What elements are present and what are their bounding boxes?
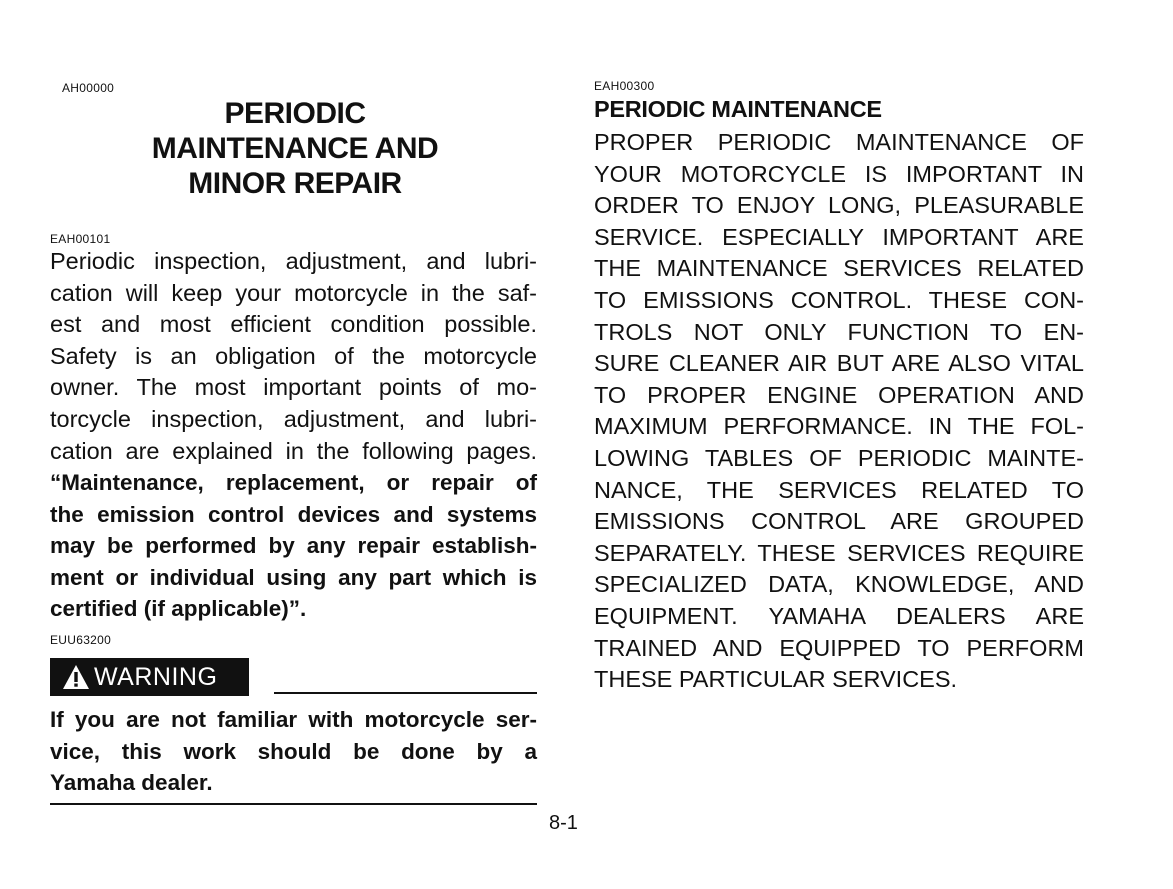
paragraph-line: SPECIALIZED DATA, KNOWLEDGE, AND: [594, 571, 1084, 598]
paragraph-line: SURE CLEANER AIR BUT ARE ALSO VITAL: [594, 350, 1084, 377]
paragraph-line: cation will keep your motorcycle in the saf-: [50, 279, 537, 306]
warning-line: vice, this work should be done by a: [50, 738, 537, 764]
paragraph-line: EQUIPMENT. YAMAHA DEALERS ARE: [594, 602, 1084, 629]
paragraph-line: ORDER TO ENJOY LONG, PLEASURABLE: [594, 192, 1084, 219]
notice-line: the emission control devices and systems: [50, 501, 537, 527]
paragraph-line: est and most efficient condition possible.: [50, 311, 537, 338]
warning-code: EUU63200: [50, 633, 112, 647]
warning-rule: [274, 692, 537, 694]
page-number: 8-1: [549, 812, 578, 834]
maintenance-paragraph: [594, 127, 1084, 696]
paragraph-line: TO EMISSIONS CONTROL. THESE CON-: [594, 286, 1084, 313]
paragraph-line: cation are explained in the following pages.: [50, 437, 537, 464]
warning-triangle-icon: [62, 664, 90, 690]
paragraph-line: EMISSIONS CONTROL ARE GROUPED: [594, 508, 1084, 535]
paragraph-line: TO PROPER ENGINE OPERATION AND: [594, 381, 1084, 408]
paragraph-line: SERVICE. ESPECIALLY IMPORTANT ARE: [594, 223, 1084, 250]
paragraph-line: LOWING TABLES OF PERIODIC MAINTE-: [594, 444, 1084, 471]
paragraph-line: SEPARATELY. THESE SERVICES REQUIRE: [594, 539, 1084, 566]
title-line: MINOR REPAIR: [188, 167, 402, 200]
section-code-left: AH00000: [62, 81, 115, 95]
paragraph-line: TRAINED AND EQUIPPED TO PERFORM: [594, 634, 1084, 661]
paragraph-line: TROLS NOT ONLY FUNCTION TO EN-: [594, 318, 1084, 345]
paragraph-line: Safety is an obligation of the motorcycle: [50, 342, 537, 369]
paragraph-line: THE MAINTENANCE SERVICES RELATED: [594, 255, 1084, 282]
emission-notice: [50, 467, 537, 625]
paragraph-line: THESE PARTICULAR SERVICES.: [594, 666, 958, 693]
page-title: [95, 96, 495, 201]
section-code-right: EAH00300: [594, 79, 655, 93]
paragraph-code: EAH00101: [50, 232, 111, 246]
title-line: PERIODIC: [224, 97, 366, 130]
paragraph-line: NANCE, THE SERVICES RELATED TO: [594, 476, 1084, 503]
warning-line: If you are not familiar with motorcycle ser-: [50, 707, 537, 732]
paragraph-line: torcycle inspection, adjustment, and lubri-: [50, 405, 537, 432]
section-heading: PERIODIC MAINTENANCE: [594, 96, 882, 122]
title-line: MAINTENANCE AND: [151, 132, 439, 165]
intro-paragraph: [50, 246, 537, 467]
warning-bottom-rule: [50, 803, 537, 805]
paragraph-line: MAXIMUM PERFORMANCE. IN THE FOL-: [594, 413, 1084, 440]
warning-badge: [50, 658, 249, 696]
paragraph-line: owner. The most important points of mo-: [50, 374, 537, 401]
warning-line: Yamaha dealer.: [50, 770, 213, 796]
notice-line: ment or individual using any part which is: [50, 564, 537, 590]
paragraph-line: Periodic inspection, adjustment, and lubri-: [50, 248, 537, 274]
warning-label: WARNING: [94, 662, 218, 691]
paragraph-line: PROPER PERIODIC MAINTENANCE OF: [594, 129, 1084, 155]
notice-line: may be performed by any repair establish-: [50, 533, 537, 559]
warning-text: [50, 704, 537, 799]
warning-header: [50, 658, 537, 696]
notice-line: “Maintenance, replacement, or repair of: [50, 470, 537, 495]
notice-line: certified (if applicable)”.: [50, 596, 307, 622]
paragraph-line: YOUR MOTORCYCLE IS IMPORTANT IN: [594, 160, 1084, 187]
